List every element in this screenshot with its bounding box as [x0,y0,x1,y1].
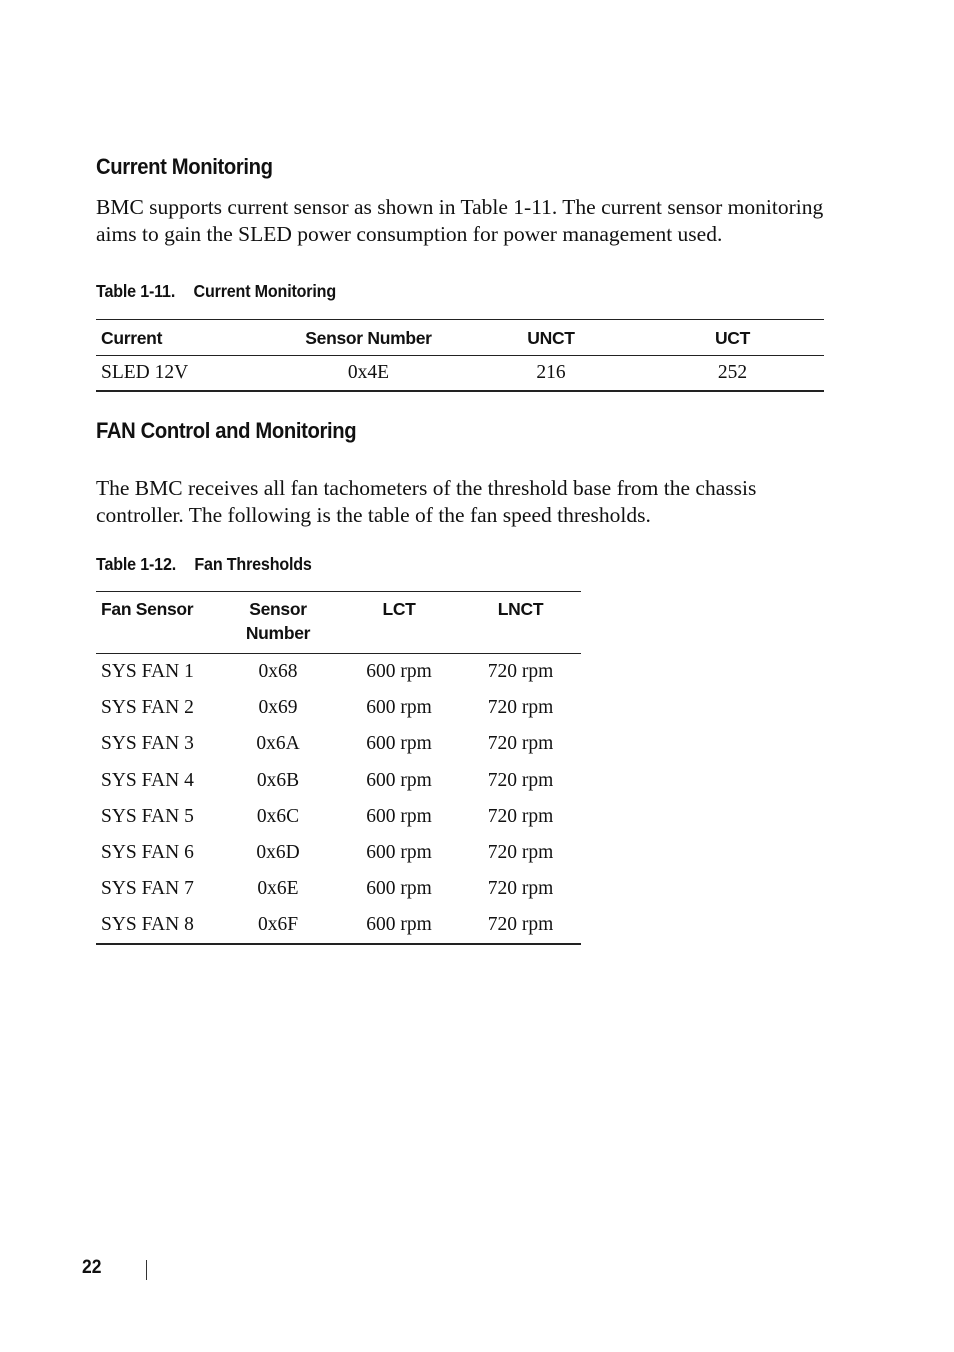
table-cell: 0x4E [347,361,390,383]
table-cell: SYS FAN 4 [101,769,194,791]
column-header: UCT [641,320,824,356]
section-heading-current-monitoring: Current Monitoring [96,154,273,179]
section-heading-fan-control: FAN Control and Monitoring [96,418,357,443]
column-header: LNCT [460,592,581,654]
table-cell: 600 rpm [366,769,432,791]
table-cell: 0x6C [256,805,300,827]
table-cell: SYS FAN 6 [101,842,194,864]
table-cell: SYS FAN 5 [101,805,194,827]
table-cell: 0x6D [256,842,300,864]
table-caption-1-11 [96,281,336,302]
column-header: UNCT [461,320,641,356]
table-cell: 720 rpm [487,660,554,682]
table-cell: 600 rpm [366,696,432,718]
current-monitoring-paragraph: BMC supports current sensor as shown in Table 1-11. The current sensor monitoring aims to gain the SLED power consumption for power management used. [96,195,824,246]
table-caption-title: Current Monitoring [193,281,336,301]
table-cell: 252 [717,361,748,383]
table-cell: 0x69 [258,696,298,718]
table-caption-1-12 [96,554,312,575]
table-cell: 720 rpm [487,805,554,827]
table-cell: 720 rpm [487,769,554,791]
table-cell: SLED 12V [101,361,189,383]
footer-divider [146,1260,147,1280]
table-row [96,835,581,871]
table-cell: 600 rpm [366,733,432,755]
table-cell: 600 rpm [366,660,432,682]
table-cell: 216 [536,361,566,383]
table-cell: SYS FAN 8 [101,914,194,936]
table-cell: 720 rpm [487,878,554,900]
column-header: Sensor Number [276,320,461,356]
table-cell: 720 rpm [487,914,554,936]
table-cell: 720 rpm [487,733,554,755]
table-cell: 720 rpm [487,696,554,718]
table-header-row [96,592,581,654]
table-caption-title: Fan Thresholds [194,554,312,574]
table-cell: 600 rpm [366,842,432,864]
column-header: Sensor Number [218,592,338,654]
table-cell: 0x6B [256,769,300,791]
column-header: LCT [338,592,460,654]
fan-control-paragraph: The BMC receives all fan tachometers of the threshold base from the chassis controller. The following is the table of the fan speed thresholds. [96,476,757,527]
table-row [96,356,824,391]
fan-thresholds-table [96,591,581,945]
table-header-row [96,320,824,356]
column-header: Fan Sensor [96,592,218,654]
table-cell: 600 rpm [366,805,432,827]
current-monitoring-table [96,319,824,392]
table-cell: SYS FAN 3 [101,733,194,755]
table-cell: 600 rpm [366,878,432,900]
table-row [96,726,581,762]
table-cell: SYS FAN 2 [101,696,194,718]
table-cell: SYS FAN 1 [101,660,194,682]
table-caption-number: Table 1-11. [96,281,176,301]
column-header: Current [96,320,276,356]
table-cell: 0x6E [257,878,299,900]
table-cell: 0x68 [258,660,298,682]
table-cell: 0x6F [257,914,299,936]
table-caption-number: Table 1-12. [96,554,177,574]
table-cell: SYS FAN 7 [101,878,194,900]
table-row [96,762,581,798]
page-number: 22 [82,1257,102,1278]
table-row [96,690,581,726]
table-row [96,871,581,907]
table-cell: 600 rpm [366,914,432,936]
table-row [96,908,581,944]
table-row [96,654,581,690]
table-row [96,799,581,835]
table-cell: 720 rpm [487,842,554,864]
table-cell: 0x6A [256,733,300,755]
